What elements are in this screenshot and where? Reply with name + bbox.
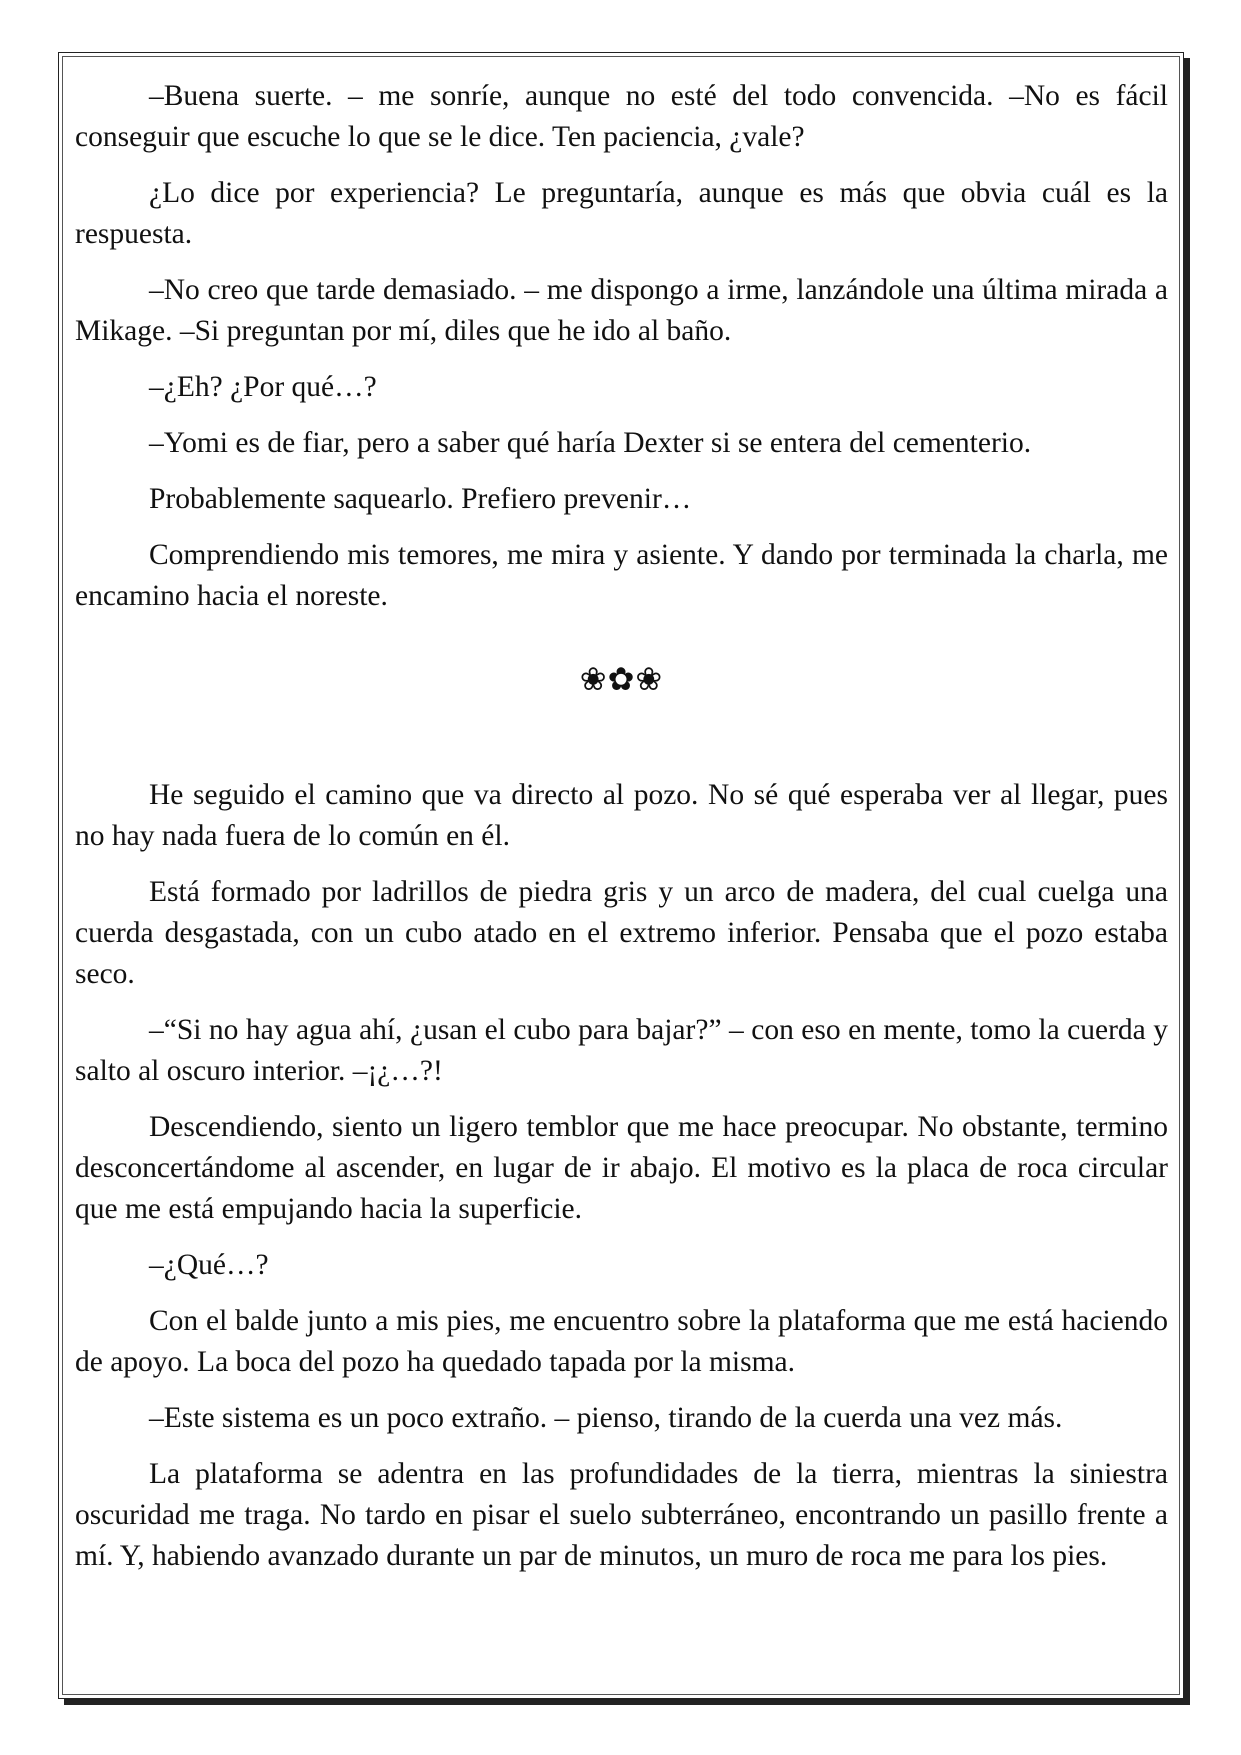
page-content bbox=[75, 76, 1168, 1592]
paragraph: La plataforma se adentra en las profundidades de la tierra, mientras la siniestra oscuridad me traga. No tardo en pisar el suelo subterráneo, encontrando un pasillo frente a mí. Y, habiendo avanzado durante un par de minutos, un muro de roca me para los pies. bbox=[75, 1458, 1168, 1572]
paragraph: –¿Eh? ¿Por qué…? bbox=[149, 371, 377, 403]
paragraph: ¿Lo dice por experiencia? Le preguntaría, aunque es más que obvia cuál es la respuesta. bbox=[75, 177, 1168, 250]
page-border-shadow-bottom bbox=[64, 1699, 1190, 1705]
paragraph: Comprendiendo mis temores, me mira y asiente. Y dando por terminada la charla, me encamino hacia el noreste. bbox=[75, 539, 1168, 612]
section-divider-flower-icon: ❀✿❀ bbox=[579, 660, 664, 698]
paragraph: –No creo que tarde demasiado. – me dispongo a irme, lanzándole una última mirada a Mikage. –Si preguntan por mí, diles que he ido al baño. bbox=[75, 274, 1168, 347]
paragraph: –Buena suerte. – me sonríe, aunque no esté del todo convencida. –No es fácil conseguir que escuche lo que se le dice. Ten paciencia, ¿vale? bbox=[75, 80, 1168, 153]
paragraph: –“Si no hay agua ahí, ¿usan el cubo para bajar?” – con eso en mente, tomo la cuerda y salto al oscuro interior. –¡¿…?! bbox=[75, 1014, 1168, 1087]
paragraph: Descendiendo, siento un ligero temblor que me hace preocupar. No obstante, termino desconcertándome al ascender, en lugar de ir abajo. El motivo es la placa de roca circular que me está empujando hacia la superficie. bbox=[75, 1111, 1168, 1225]
paragraph: Con el balde junto a mis pies, me encuentro sobre la plataforma que me está haciendo de apoyo. La boca del pozo ha quedado tapada por la misma. bbox=[75, 1305, 1168, 1378]
paragraph: –¿Qué…? bbox=[149, 1249, 269, 1281]
paragraph: Está formado por ladrillos de piedra gris y un arco de madera, del cual cuelga una cuerda desgastada, con un cubo atado en el extremo inferior. Pensaba que el pozo estaba seco. bbox=[75, 876, 1168, 990]
paragraph: Probablemente saquearlo. Prefiero prevenir… bbox=[149, 483, 692, 515]
paragraph: He seguido el camino que va directo al pozo. No sé qué esperaba ver al llegar, pues no hay nada fuera de lo común en él. bbox=[75, 779, 1168, 852]
paragraph: –Este sistema es un poco extraño. – pienso, tirando de la cuerda una vez más. bbox=[149, 1402, 1063, 1434]
paragraph: –Yomi es de fiar, pero a saber qué haría Dexter si se entera del cementerio. bbox=[149, 427, 1032, 459]
page-border-shadow-right bbox=[1184, 58, 1190, 1705]
